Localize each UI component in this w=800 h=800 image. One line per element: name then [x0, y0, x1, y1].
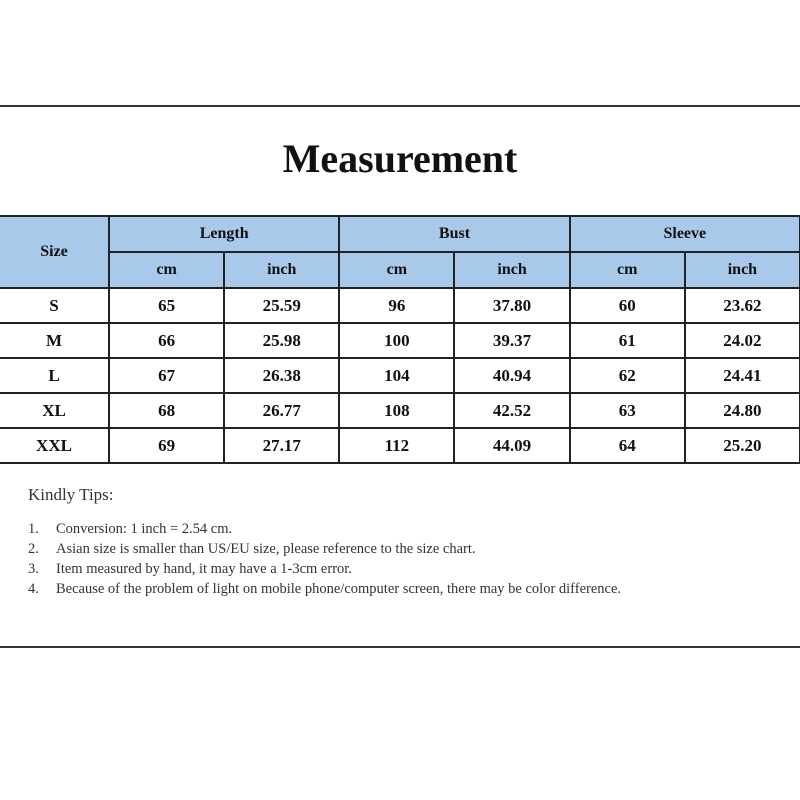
measurement-cell: 44.09: [454, 428, 569, 463]
measurement-cell: 39.37: [454, 323, 569, 358]
unit-header: inch: [454, 252, 569, 288]
size-header: Size: [0, 216, 109, 288]
measurement-cell: 40.94: [454, 358, 569, 393]
group-header-row: [0, 216, 800, 252]
measurement-cell: 61: [570, 323, 685, 358]
tip-item: [28, 559, 621, 579]
size-cell: XL: [0, 393, 109, 428]
length-header: Length: [109, 216, 339, 252]
measurement-cell: 62: [570, 358, 685, 393]
measurement-cell: 108: [339, 393, 454, 428]
tip-item: [28, 579, 621, 599]
measurement-cell: 25.98: [224, 323, 339, 358]
measurement-cell: 63: [570, 393, 685, 428]
tip-number: 3.: [28, 561, 39, 577]
measurement-cell: 69: [109, 428, 224, 463]
tip-item: [28, 519, 621, 539]
measurement-cell: 42.52: [454, 393, 569, 428]
unit-header: inch: [224, 252, 339, 288]
measurement-cell: 100: [339, 323, 454, 358]
size-chart-table: [0, 215, 800, 464]
unit-header-row: [0, 252, 800, 288]
measurement-cell: 60: [570, 288, 685, 323]
measurement-cell: 67: [109, 358, 224, 393]
unit-header: cm: [339, 252, 454, 288]
size-cell: L: [0, 358, 109, 393]
measurement-cell: 96: [339, 288, 454, 323]
size-cell: XXL: [0, 428, 109, 463]
measurement-cell: 66: [109, 323, 224, 358]
measurement-cell: 112: [339, 428, 454, 463]
size-cell: S: [0, 288, 109, 323]
table-body: [0, 288, 800, 463]
measurement-cell: 104: [339, 358, 454, 393]
unit-header: cm: [109, 252, 224, 288]
measurement-cell: 26.77: [224, 393, 339, 428]
measurement-cell: 27.17: [224, 428, 339, 463]
unit-header: cm: [570, 252, 685, 288]
bottom-divider: [0, 646, 800, 648]
measurement-cell: 26.38: [224, 358, 339, 393]
table-row: [0, 288, 800, 323]
measurement-cell: 64: [570, 428, 685, 463]
tip-number: 4.: [28, 581, 39, 597]
tip-item: [28, 539, 621, 559]
tip-text: Conversion: 1 inch = 2.54 cm.: [56, 521, 233, 537]
size-cell: M: [0, 323, 109, 358]
top-divider: [0, 105, 800, 107]
table-row: [0, 428, 800, 463]
tip-text: Item measured by hand, it may have a 1-3cm error.: [56, 561, 352, 577]
tip-number: 2.: [28, 541, 39, 557]
measurement-cell: 24.41: [685, 358, 800, 393]
tips-list: [28, 519, 621, 599]
table-row: [0, 323, 800, 358]
bust-header: Bust: [339, 216, 569, 252]
measurement-cell: 23.62: [685, 288, 800, 323]
tips-section: [28, 485, 621, 599]
unit-header: inch: [685, 252, 800, 288]
measurement-cell: 25.59: [224, 288, 339, 323]
tip-text: Asian size is smaller than US/EU size, please reference to the size chart.: [56, 541, 476, 557]
measurement-cell: 68: [109, 393, 224, 428]
table-row: [0, 358, 800, 393]
measurement-cell: 65: [109, 288, 224, 323]
tip-text: Because of the problem of light on mobile phone/computer screen, there may be color difference.: [56, 581, 622, 597]
measurement-cell: 37.80: [454, 288, 569, 323]
measurement-cell: 24.80: [685, 393, 800, 428]
measurement-cell: 25.20: [685, 428, 800, 463]
tips-title: Kindly Tips:: [28, 485, 114, 504]
tip-number: 1.: [28, 521, 39, 537]
measurement-cell: 24.02: [685, 323, 800, 358]
table-row: [0, 393, 800, 428]
sleeve-header: Sleeve: [570, 216, 800, 252]
page-title: Measurement: [282, 136, 518, 181]
